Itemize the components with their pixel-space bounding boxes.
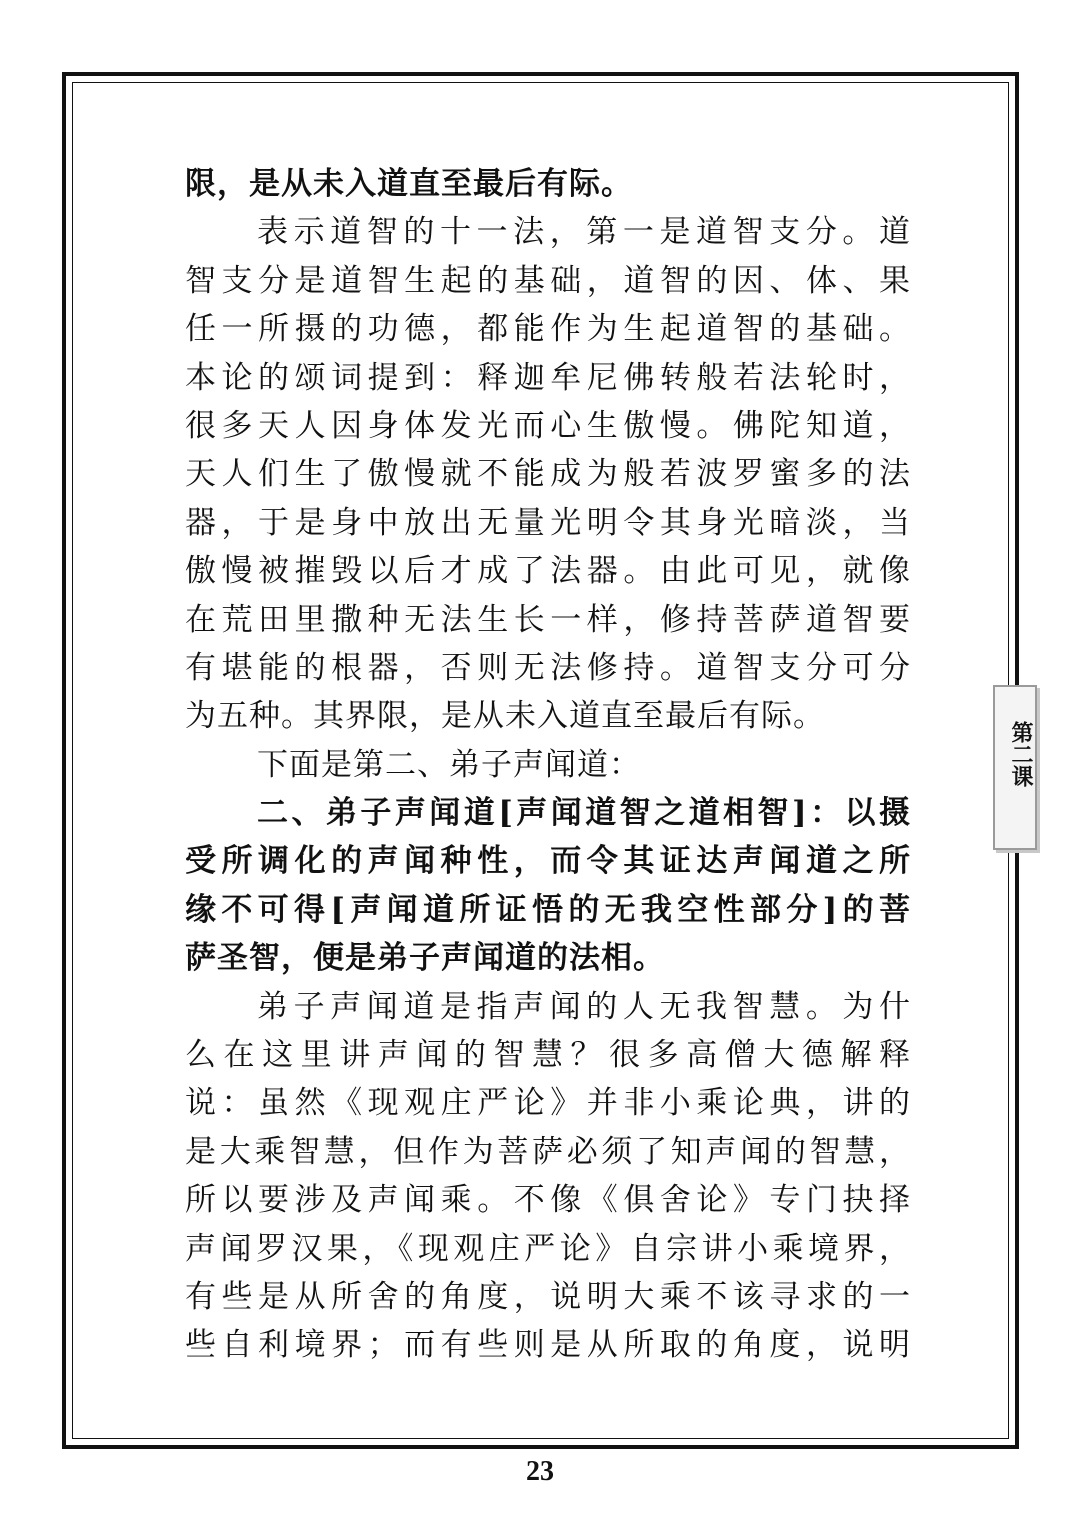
text-line: 表示道智的十一法，第一是道智支分。道 <box>257 214 911 251</box>
text-line: 缘不可得[声闻道所证悟的无我空性部分]的菩 <box>185 891 911 928</box>
page-number: 23 <box>526 1456 554 1487</box>
text-line: 有堪能的根器，否则无法修持。道智支分可分 <box>185 649 911 686</box>
text-line: 限，是从未入道直至最后有际。 <box>185 166 633 202</box>
body-text <box>185 160 911 1370</box>
text-line: 任一所摄的功德，都能作为生起道智的基础。 <box>185 311 911 348</box>
text-line: 声闻罗汉果，《现观庄严论》自宗讲小乘境界， <box>185 1230 911 1267</box>
text-line: 本论的颂词提到：释迦牟尼佛转般若法轮时， <box>185 359 911 396</box>
text-line: 天人们生了傲慢就不能成为般若波罗蜜多的法 <box>185 456 911 493</box>
text-line: 么在这里讲声闻的智慧？很多高僧大德解释 <box>185 1037 911 1074</box>
text-line: 弟子声闻道是指声闻的人无我智慧。为什 <box>257 988 911 1025</box>
text-line: 很多天人因身体发光而心生傲慢。佛陀知道， <box>185 407 911 444</box>
text-line: 二、弟子声闻道[声闻道智之道相智]：以摄 <box>257 795 911 832</box>
text-line: 说：虽然《现观庄严论》并非小乘论典，讲的 <box>185 1085 911 1122</box>
text-line: 是大乘智慧，但作为菩萨必须了知声闻的智慧， <box>185 1133 911 1170</box>
text-line: 为五种。其界限，是从未入道直至最后有际。 <box>185 698 825 735</box>
text-line: 受所调化的声闻种性，而令其证达声闻道之所 <box>185 843 911 880</box>
text-line: 些自利境界；而有些则是从所取的角度，说明 <box>185 1327 911 1364</box>
text-line: 萨圣智，便是弟子声闻道的法相。 <box>185 940 665 977</box>
text-line: 傲慢被摧毁以后才成了法器。由此可见，就像 <box>185 553 911 590</box>
text-line: 所以要涉及声闻乘。不像《俱舍论》专门抉择 <box>185 1182 911 1219</box>
text-line: 智支分是道智生起的基础，道智的因、体、果 <box>185 262 911 299</box>
text-line: 有些是从所舍的角度，说明大乘不该寻求的一 <box>185 1278 911 1315</box>
text-line: 在荒田里撒种无法生长一样，修持菩萨道智要 <box>185 601 911 638</box>
text-line: 下面是第二、弟子声闻道： <box>257 746 641 783</box>
text-line: 器，于是身中放出无量光明令其身光暗淡，当 <box>185 504 911 541</box>
chapter-side-tab <box>993 685 1037 850</box>
chapter-side-tab-label: 第二课 <box>1008 721 1034 787</box>
